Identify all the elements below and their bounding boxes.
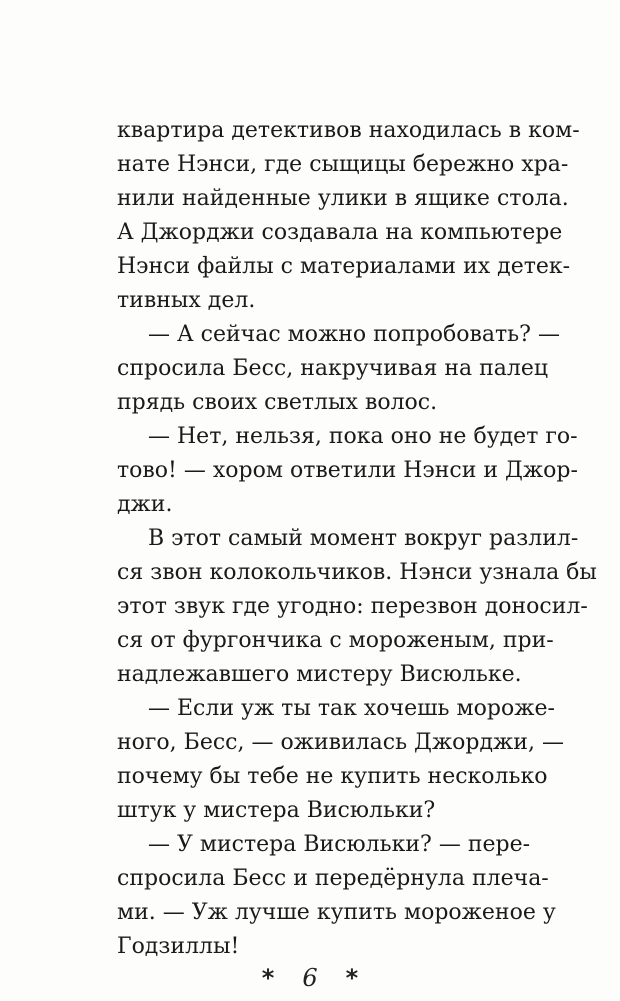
page-number: 6 bbox=[302, 964, 318, 992]
ornament-right-icon: * bbox=[345, 964, 359, 992]
text-line: ся звон колокольчиков. Нэнси узнала бы bbox=[117, 560, 597, 585]
text-line: ного, Бесс, — оживилась Джорджи, — bbox=[117, 730, 564, 755]
text-line: надлежавшего мистеру Висюльке. bbox=[117, 662, 522, 687]
text-line: штук у мистера Висюльки? bbox=[117, 798, 436, 823]
text-line: тивных дел. bbox=[117, 288, 256, 313]
text-line: — Если уж ты так хочешь мороже- bbox=[148, 696, 555, 721]
text-line: этот звук где угодно: перезвон доносил- bbox=[117, 594, 588, 619]
text-line: почему бы тебе не купить несколько bbox=[117, 764, 548, 789]
text-line: А Джорджи создавала на компьютере bbox=[117, 220, 563, 245]
page-footer bbox=[0, 960, 620, 996]
text-line: квартира детективов находилась в ком- bbox=[117, 118, 580, 143]
text-line: джи. bbox=[117, 492, 173, 517]
text-line: Нэнси файлы с материалами их детек- bbox=[117, 254, 571, 279]
text-line: спросила Бесс и передёрнула плеча- bbox=[117, 866, 549, 891]
text-line: — У мистера Висюльки? — пере- bbox=[148, 832, 531, 857]
text-line: ми. — Уж лучше купить мороженое у bbox=[117, 900, 556, 925]
text-line: прядь своих светлых волос. bbox=[117, 390, 438, 415]
ornament-left-icon: * bbox=[261, 964, 275, 992]
text-line: — Нет, нельзя, пока оно не будет го- bbox=[148, 424, 578, 449]
text-line: спросила Бесс, накручивая на палец bbox=[117, 356, 549, 381]
text-line: тово! — хором ответили Нэнси и Джор- bbox=[117, 458, 578, 483]
text-line: Годзиллы! bbox=[117, 934, 240, 959]
text-line: нили найденные улики в ящике стола. bbox=[117, 186, 569, 211]
text-line: — А сейчас можно попробовать? — bbox=[148, 322, 560, 347]
text-line: В этот самый момент вокруг разлил- bbox=[148, 526, 579, 551]
text-line: ся от фургончика с мороженым, при- bbox=[117, 628, 554, 653]
text-line: нате Нэнси, где сыщицы бережно хра- bbox=[117, 152, 569, 177]
